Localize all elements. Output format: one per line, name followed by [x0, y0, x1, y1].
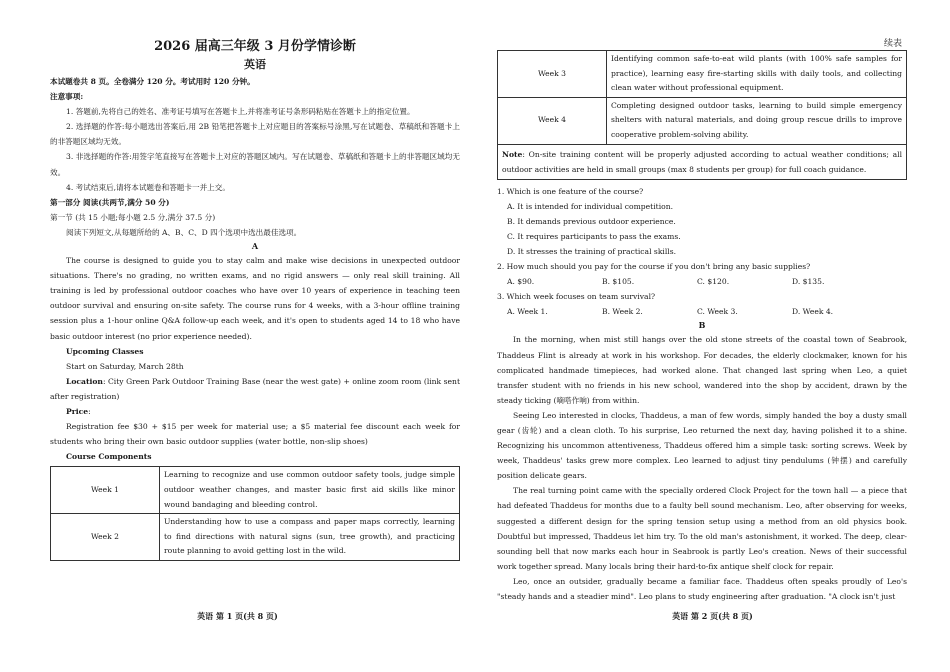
location-text: : City Green Park Outdoor Training Base (near the west gate) + online zoom room (link sent after registration) — [50, 376, 460, 401]
course-components-heading: Course Components — [66, 452, 152, 462]
price-heading — [50, 404, 460, 419]
exam-info: 本试题卷共 8 页。全卷满分 120 分。考试用时 120 分钟。 — [50, 77, 255, 86]
passage-a-label: A — [251, 241, 259, 252]
week-description: Completing designed outdoor tasks, learning to build simple emergency shelters with natural materials, and doing group rescue drills to improve cooperative problem-solving ability. — [607, 97, 907, 144]
note-item-2: 2. 选择题的作答:每小题选出答案后,用 2B 铅笔把答题卡上对应题目的答案标号涂黑,写在试题卷、草稿纸和答题卡上的非答题区域均无效。 — [50, 122, 460, 147]
page-1-footer: 英语 第 1 页(共 8 页) — [197, 611, 278, 621]
week-cell: Week 3 — [498, 51, 607, 98]
passage-b-paragraph-3: The real turning point came with the specially ordered Clock Project for the town hall — a piece that had defeated Thaddeus for months due to a faulty bell sound mechanism. Leo, after observing for weeks, suggested a different design for the spring tension setup using a method from an old physics book. Doubtful but impressed, Thaddeus let him try. To the old man's astonishment, it worked. The deep, clear-sounding bell that now marks each hour in Seabrook is partly Leo's creation. News of their successful work together spread. Many locals bring their hard-to-fix antique shelf clock for repair. — [497, 486, 907, 571]
q3-option-c: C. Week 3. — [697, 307, 738, 317]
price-text: Registration fee $30 + $15 per week for material use; a $5 material fee discount each week for students who bring their own basic outdoor supplies (water bottle, non-slip shoes) — [50, 422, 460, 447]
table-row — [498, 97, 907, 144]
week-description: Identifying common safe-to-eat wild plants (with 100% safe samples for practice), learning easy fire-starting skills with daily tools, and collecting clean water without professional equipment. — [607, 51, 907, 98]
passage-a-intro: The course is designed to guide you to stay calm and make wise decisions in unexpected outdoor situations. There's no grading, no written exams, and no rigid answers — only real skill training. All training is led by professional outdoor coaches who have over 10 years of experience in teaching teen outdoor survival and ensuring on-site safety. The course runs for 4 weeks, with a 3-hour offline training session plus a 1-hour online Q&A follow-up each week, and it's open to students aged 14 to 18 who have basic outdoor interest (no prior experience needed). — [50, 256, 460, 341]
table-row — [51, 514, 460, 561]
table-note — [497, 145, 907, 180]
location-label: Location — [66, 376, 103, 386]
q3-option-d: D. Week 4. — [792, 307, 834, 317]
week-cell: Week 2 — [51, 514, 160, 561]
passage-b-paragraph-4: Leo, once an outsider, gradually became a familiar face. Thaddeus often speaks proudly of Leo's "steady hands and a steadier mind". Leo plans to study engineering after graduation. "A clock isn't just — [497, 576, 907, 601]
q1-option-c: C. It requires participants to pass the exams. — [507, 231, 681, 241]
q1-option-a: A. It is intended for individual competition. — [507, 201, 673, 211]
q2-option-d: D. $135. — [792, 277, 825, 287]
subject-title: 英语 — [244, 58, 266, 71]
notes-heading: 注意事项: — [50, 92, 84, 102]
course-table-part-1 — [50, 466, 460, 561]
q1-option-d: D. It stresses the training of practical skills. — [507, 246, 677, 256]
course-table-part-2 — [497, 50, 907, 145]
q2-option-c: C. $120. — [697, 277, 730, 287]
q3-option-b: B. Week 2. — [602, 307, 643, 317]
passage-b-paragraph-1: In the morning, when mist still hangs over the old stone streets of the coastal town of Seabrook, Thaddeus Flint is already at work in his workshop. For decades, the elderly clockmaker, known for his complicated handmade timepieces, had worked alone. That changed last spring when Leo, a quiet transfer student with no friends in his new school, wandered into the shop by accident, drawn by the steady ticking (嘀嗒作响) from within. — [497, 335, 907, 405]
note-item-4: 4. 考试结束后,请将本试题卷和答题卡一并上交。 — [66, 182, 230, 192]
question-2: 2. How much should you pay for the course if you don't bring any basic supplies? — [497, 262, 811, 272]
page-2 — [475, 0, 950, 672]
price-label: Price — [66, 406, 89, 416]
upcoming-classes-heading: Upcoming Classes — [66, 346, 144, 356]
exam-title: 2026 届高三年级 3 月份学情诊断 — [154, 39, 356, 54]
q2-option-b: B. $105. — [602, 277, 635, 287]
q2-option-a: A. $90. — [507, 277, 535, 287]
page-1-column — [50, 38, 460, 565]
location — [50, 374, 460, 404]
table-row — [498, 51, 907, 98]
note-label: Note — [502, 149, 523, 159]
week-description: Learning to recognize and use common outdoor safety tools, judge simple outdoor weather changes, and master basic first aid skills like minor wound bandaging and bleeding control. — [160, 467, 460, 514]
page-2-footer: 英语 第 2 页(共 8 页) — [672, 611, 753, 621]
directions: 阅读下列短文,从每题所给的 A、B、C、D 四个选项中选出最佳选项。 — [66, 227, 302, 237]
passage-b-label: B — [698, 320, 706, 331]
q3-option-a: A. Week 1. — [507, 307, 548, 317]
table-row — [51, 467, 460, 514]
note-item-1: 1. 答题前,先将自己的姓名、准考证号填写在答题卡上,并将准考证号条形码粘贴在答题卡上的指定位置。 — [66, 107, 415, 117]
note-item-3: 3. 非选择题的作答:用签字笔直接写在答题卡上对应的答题区域内。写在试题卷、草稿纸和答题卡上的非答题区域均无效。 — [50, 152, 460, 177]
part-1-heading: 第一部分 阅读(共两节,满分 50 分) — [50, 197, 170, 207]
question-3: 3. Which week focuses on team survival? — [497, 292, 656, 302]
note-text: : On-site training content will be properly adjusted according to actual weather conditions; all outdoor activities are held in small groups (max 8 students per group) for full coach guidance. — [502, 149, 902, 174]
price-colon: : — [88, 406, 91, 416]
start-date: Start on Saturday, March 28th — [66, 361, 184, 371]
section-1-heading: 第一节 (共 15 小题;每小题 2.5 分,满分 37.5 分) — [50, 212, 216, 222]
week-cell: Week 4 — [498, 97, 607, 144]
continued-table-label: 续表 — [883, 39, 902, 49]
q2-options — [497, 274, 907, 289]
week-cell: Week 1 — [51, 467, 160, 514]
page-2-column — [497, 50, 907, 604]
passage-b-paragraph-2: Seeing Leo interested in clocks, Thaddeus, a man of few words, simply handed the boy a dusty small gear (齿轮) and a clean cloth. To his surprise, Leo returned the next day, having polished it to a shine. Recognizing his uncommon attentiveness, Thaddeus offered him a simple task: sorting screws. Week by week, Thaddeus' tasks grew more complex. Leo learned to adjust tiny pendulums (钟摆) and carefully position delicate gears. — [497, 410, 907, 481]
question-1: 1. Which is one feature of the course? — [497, 186, 644, 196]
q1-option-b: B. It demands previous outdoor experience. — [507, 216, 676, 226]
week-description: Understanding how to use a compass and paper maps correctly, learning to find directions with natural signs (sun, tree growth), and practicing route planning to avoid getting lost in the wild. — [160, 514, 460, 561]
q3-options — [497, 304, 907, 319]
